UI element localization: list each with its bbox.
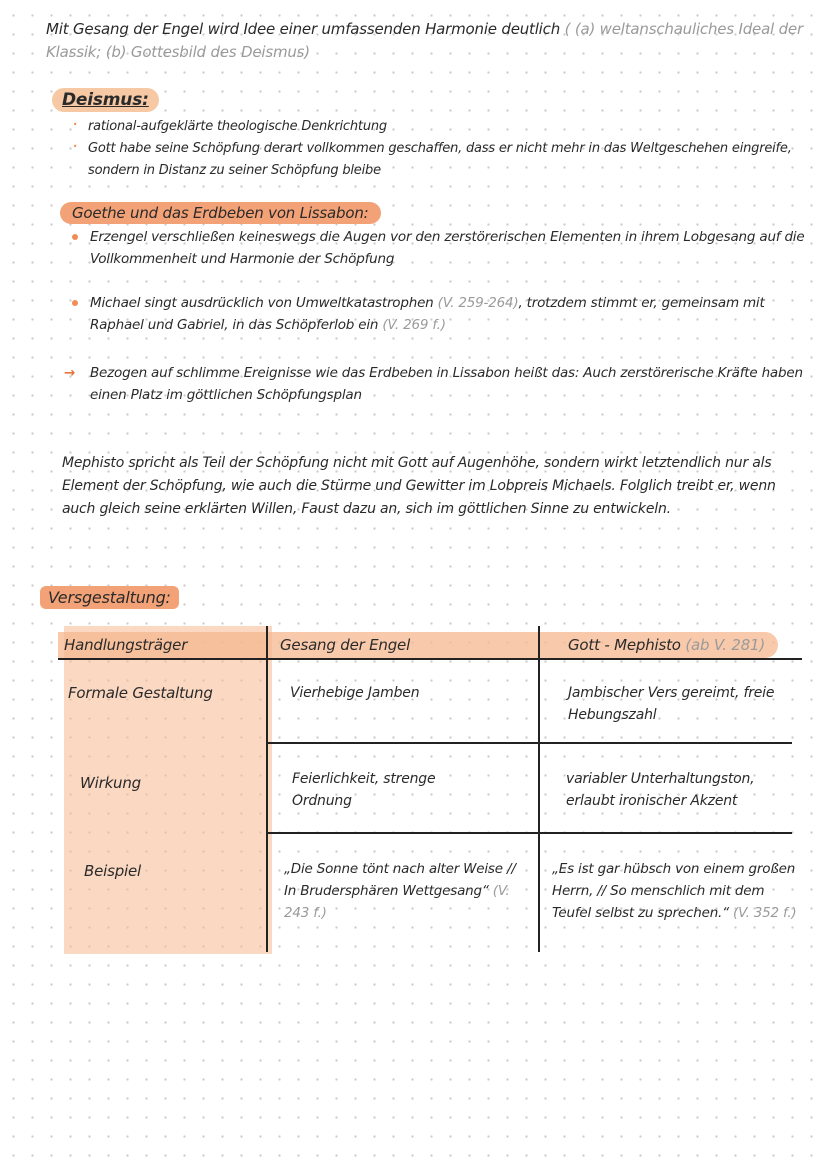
goethe-item [70, 292, 810, 336]
table-header-engel: Gesang der Engel [280, 636, 411, 654]
versgestaltung-table [58, 626, 806, 956]
table-header-handlungstraeger: Handlungsträger [64, 636, 188, 654]
table-cell-gott [552, 858, 804, 924]
goethe-item-text: Erzengel verschließen keineswegs die Augen vor den zerstörerischen Elementen in ihrem Lobgesang auf die Vollkommenheit und Harmonie der Schöpfung [90, 229, 805, 267]
table-header-gott-mephisto [568, 634, 765, 656]
deismus-list [70, 116, 810, 182]
quote-text: „Die Sonne tönt nach alter Weise // In Brudersphären Wettgesang“ [284, 861, 516, 899]
table-row-label: Beispiel [84, 862, 141, 880]
goethe-item [70, 226, 810, 270]
goethe-item-text: , trotzdem stimmt er, gemeinsam mit Raphael und Gabriel, in das Schöpferlob ein [90, 295, 765, 333]
table-divider [538, 626, 540, 952]
arrow-right-icon: → [64, 365, 76, 381]
table-divider [266, 832, 792, 834]
verse-reference: (V. 243 f.) [284, 883, 510, 921]
table-cell-engel [284, 858, 522, 924]
table-divider [58, 658, 802, 660]
bullet-dot-icon [72, 300, 78, 306]
goethe-heading: Goethe und das Erdbeben von Lissabon: [60, 202, 381, 224]
verse-reference: (V. 269 f.) [382, 317, 446, 333]
conclusion-text: Bezogen auf schlimme Ereignisse wie das Erdbeben in Lissabon heißt das: Auch zerstörerische Kräfte haben einen Platz im göttlichen Schöpfungsplan [90, 365, 803, 403]
goethe-item-text: Michael singt ausdrücklich von Umweltkatastrophen [90, 295, 434, 311]
conclusion-paragraph [64, 362, 810, 406]
deismus-heading-text: Deismus: [62, 90, 149, 110]
table-divider [266, 626, 268, 952]
versgestaltung-heading: Versgestaltung: [40, 586, 179, 609]
verse-reference: (V. 259-264) [437, 295, 519, 311]
intro-paragraph [46, 18, 806, 64]
quote-text: „Es ist gar hübsch von einem großen Herrn, // So menschlich mit dem Teufel selbst zu sprechen.“ [552, 861, 796, 921]
table-cell-gott: variabler Unterhaltungston, erlaubt ironischer Akzent [566, 771, 755, 809]
table-header-gott-text: Gott - Mephisto [568, 636, 681, 654]
verse-reference: (V. 352 f.) [733, 905, 797, 921]
deismus-item: · rational-aufgeklärte theologische Denkrichtung [70, 116, 810, 138]
bullet-dot-icon [72, 234, 78, 240]
table-cell-gott: Jambischer Vers gereimt, freie Hebungszahl [568, 685, 775, 723]
table-cell-engel: Vierhebige Jamben [290, 685, 420, 701]
intro-note: ( (a) weltanschauliches Ideal der Klassik; (b) Gottesbild des Deismus) [46, 20, 803, 61]
verse-reference: (ab V. 281) [685, 636, 766, 654]
deismus-heading [52, 88, 159, 112]
table-row-label: Formale Gestaltung [68, 684, 213, 702]
table-divider [266, 742, 792, 744]
deismus-item: · Gott habe seine Schöpfung derart vollkommen geschaffen, dass er nicht mehr in das Weltgeschehen eingreife, sondern in Distanz zu seiner Schöpfung bleibe [70, 138, 810, 182]
intro-main-text: Mit Gesang der Engel wird Idee einer umfassenden Harmonie deutlich [46, 20, 561, 38]
table-row-label: Wirkung [80, 774, 141, 792]
table-cell-engel: Feierlichkeit, strenge Ordnung [292, 771, 436, 809]
mephisto-paragraph: Mephisto spricht als Teil der Schöpfung nicht mit Gott auf Augenhöhe, sondern wirkt letztendlich nur als Element der Schöpfung, wie auch die Stürme und Gewitter im Lobpreis Michaels. Folglich treibt er, wenn auch gleich seine erklärten Willen, Faust dazu an, sich im göttlichen Sinne zu entwickeln. [62, 455, 776, 517]
goethe-list [70, 226, 810, 358]
